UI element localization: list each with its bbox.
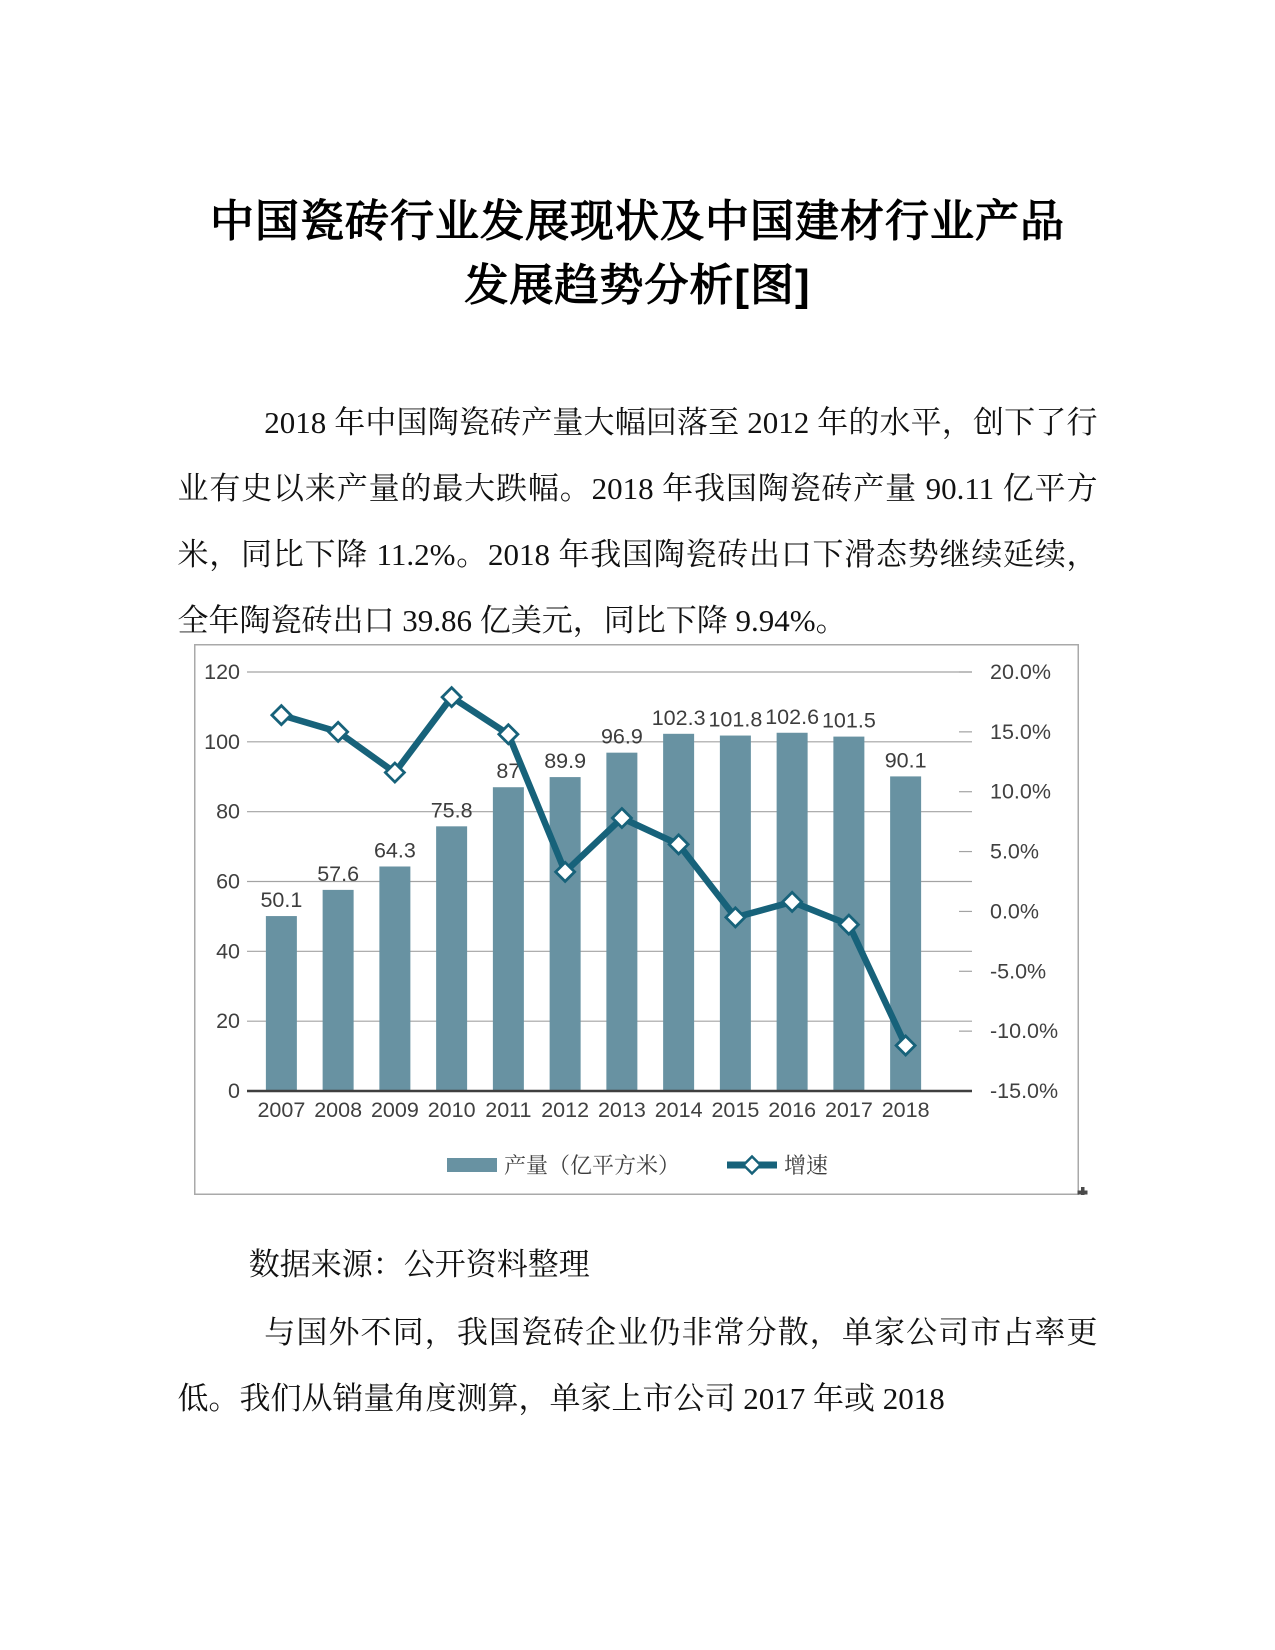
document-content [178, 0, 1098, 1432]
bar-value-label: 96.9 [600, 724, 643, 749]
chart-figure [194, 644, 1094, 1195]
x-axis-label: 2011 [484, 1098, 531, 1122]
bar-value-label: 102.3 [651, 705, 706, 730]
anchor-mark [1077, 1191, 1087, 1195]
bar-value-label: 90.1 [884, 748, 927, 773]
market-share-paragraph: 与国外不同，我国瓷砖企业仍非常分散，单家公司市占率更低。我们从销量角度测算，单家上市公司 2017 年或 2018 [177, 1315, 1098, 1416]
bar [492, 787, 523, 1091]
intro-paragraph: 2018 年中国陶瓷砖产量大幅回落至 2012 年的水平，创下了行业有史以来产量的最大跌幅。2018 年我国陶瓷砖产量 90.11 亿平方米，同比下降 11.2%。2018 年我国陶瓷砖出口下滑态势继续延续，全年陶瓷砖出口 39.86 亿美元，同比下降 9.94%。 [177, 405, 1098, 638]
right-axis-tick: 10.0% [989, 779, 1051, 804]
data-source-note: 数据来源：公开资料整理 [248, 1247, 590, 1282]
right-axis-tick: 20.0% [989, 660, 1051, 684]
production-growth-chart [194, 644, 1094, 1195]
bar-value-label: 101.5 [821, 708, 876, 733]
left-axis-tick: 120 [203, 660, 240, 684]
right-axis-tick: -15.0% [989, 1079, 1058, 1103]
legend-bar-label: 产量（亿平方米） [503, 1153, 680, 1178]
bar [436, 826, 467, 1091]
bar-value-label: 101.8 [707, 707, 762, 732]
bar-value-label: 89.9 [543, 749, 586, 774]
left-axis-tick: 100 [203, 729, 240, 754]
left-axis-tick: 20 [215, 1009, 240, 1034]
x-axis-label: 2007 [256, 1098, 305, 1122]
x-axis-label: 2008 [313, 1098, 362, 1122]
left-axis-tick: 60 [215, 869, 240, 894]
x-axis-label: 2014 [654, 1098, 703, 1122]
right-axis-tick: 0.0% [989, 899, 1039, 924]
bar [379, 866, 410, 1091]
bar-value-label: 50.1 [259, 888, 302, 913]
legend-line-label: 增速 [783, 1153, 828, 1178]
bar [322, 890, 353, 1091]
bar-value-label: 64.3 [373, 838, 416, 863]
right-axis-tick: 15.0% [989, 719, 1051, 744]
page-title-line2: 发展趋势分析[图] [464, 261, 811, 310]
x-axis-label: 2018 [881, 1098, 930, 1122]
x-axis-label: 2013 [597, 1098, 646, 1122]
right-axis-tick: -10.0% [989, 1019, 1058, 1044]
right-axis-tick: 5.0% [989, 839, 1039, 864]
x-axis-label: 2016 [767, 1098, 816, 1122]
bar [663, 734, 694, 1091]
bar-value-label: 75.8 [430, 798, 473, 823]
left-axis-tick: 0 [227, 1079, 240, 1103]
left-axis-tick: 80 [215, 799, 240, 824]
bar-value-label: 57.6 [316, 861, 359, 886]
legend-bar-swatch [447, 1158, 497, 1172]
page-title-line1: 中国瓷砖行业发展现状及中国建材行业产品 [210, 197, 1065, 246]
x-axis-label: 2017 [824, 1098, 873, 1122]
bar [549, 777, 580, 1091]
x-axis-label: 2010 [427, 1098, 476, 1122]
x-axis-label: 2009 [370, 1098, 419, 1122]
page-title [178, 190, 1098, 318]
bar-value-label: 87 [495, 759, 520, 784]
x-axis-label: 2015 [710, 1098, 759, 1122]
bar [265, 916, 296, 1091]
x-axis-label: 2012 [540, 1098, 589, 1122]
bar-value-label: 102.6 [764, 704, 819, 729]
right-axis-tick: -5.0% [989, 959, 1046, 984]
bar [606, 753, 637, 1091]
left-axis-tick: 40 [215, 939, 240, 964]
